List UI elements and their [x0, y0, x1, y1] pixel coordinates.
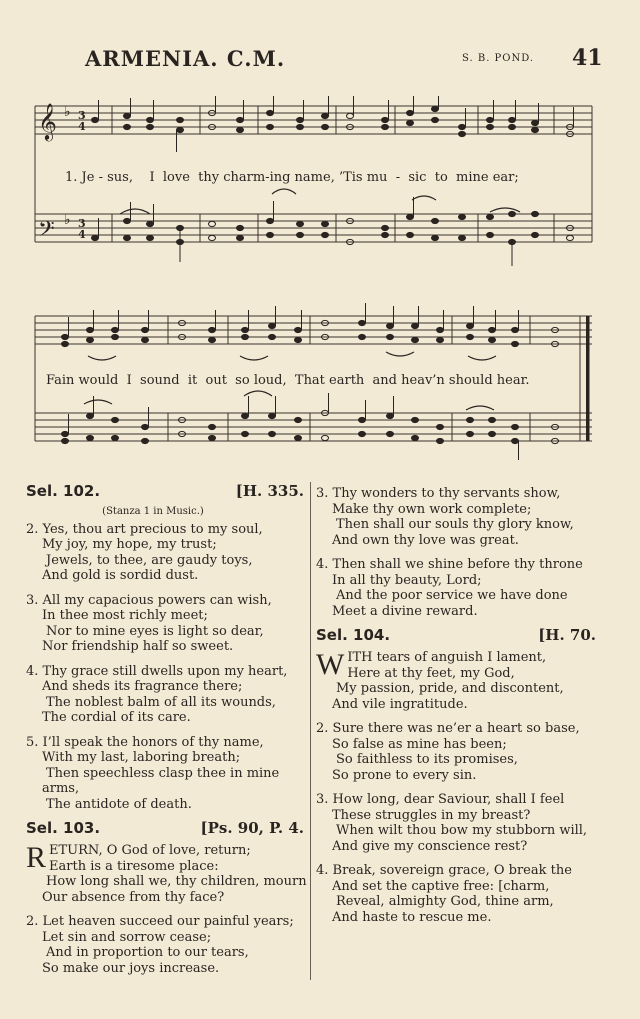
- stanza: [26, 664, 304, 726]
- verse-line: And the poor service we have done: [336, 588, 568, 603]
- svg-text:3: 3: [78, 109, 86, 122]
- verse-line: In thee most richly meet;: [42, 608, 208, 623]
- verse-line: Jewels, to thee, are gaudy toys,: [46, 552, 253, 568]
- verse-line: So false as mine has been;: [332, 736, 507, 752]
- lyrics-line-2: Fain would I sound it out so loud, That earth and heav’n should hear.: [46, 373, 530, 388]
- verse-line: Let sin and sorrow cease;: [42, 929, 212, 945]
- column-divider: [310, 482, 311, 980]
- verse-line: 3. How long, dear Saviour, shall I feel: [316, 792, 565, 807]
- verse-line: So faithless to its promises,: [336, 752, 518, 767]
- verse-line: 4. Then shall we shine before thy throne: [316, 557, 583, 572]
- sel-104-stanzas: [316, 650, 596, 925]
- left-column: [26, 482, 307, 985]
- stanza: [316, 650, 596, 712]
- verse-line: Make thy own work complete;: [332, 501, 532, 517]
- verse-line: Then shall our souls thy glory know,: [336, 517, 574, 532]
- verse-line: ETURN, O God of love, return;: [49, 843, 251, 858]
- svg-text:𝄞: 𝄞: [38, 102, 57, 140]
- verse-line: And gold is sordid dust.: [42, 568, 199, 583]
- svg-text:♭: ♭: [64, 104, 71, 120]
- verse-line: And in proportion to our tears,: [46, 945, 249, 960]
- sel-104-heading: [316, 628, 596, 650]
- svg-text:4: 4: [78, 228, 86, 241]
- drop-cap: W: [316, 648, 345, 681]
- composer-name: S. B. POND.: [462, 53, 535, 64]
- sel-102-continued-stanzas: [316, 486, 596, 619]
- verse-line: With my last, laboring breath;: [42, 750, 241, 765]
- stanza: [316, 863, 596, 925]
- svg-text:4: 4: [78, 120, 86, 133]
- svg-text:3: 3: [78, 217, 86, 230]
- verse-line: And give my conscience rest?: [332, 838, 528, 854]
- page-number: 41: [572, 45, 603, 71]
- verse-line: And haste to rescue me.: [332, 909, 492, 925]
- verse-line: 4. Break, sovereign grace, O break the: [316, 863, 572, 878]
- verse-line: My passion, pride, and discontent,: [336, 681, 564, 696]
- verse-line: 3. Thy wonders to thy servants show,: [316, 486, 561, 501]
- verse-line: And own thy love was great.: [332, 532, 519, 548]
- verse-line: My joy, my hope, my trust;: [42, 537, 217, 552]
- verse-line: Nor to mine eyes is light so dear,: [46, 623, 264, 639]
- stanza: [316, 557, 596, 619]
- verse-line: So make our joys increase.: [42, 960, 220, 976]
- stanza: [26, 914, 304, 976]
- sel-103-label: Sel. 103.: [26, 819, 101, 837]
- sel-104-label: Sel. 104.: [316, 626, 391, 644]
- verse-line: 2. Sure there was ne’er a heart so base,: [316, 721, 580, 736]
- hymn-title: ARMENIA. C.M.: [85, 46, 286, 71]
- sel-102-ref: [H. 335.: [235, 482, 304, 500]
- verse-line: Meet a divine reward.: [332, 603, 478, 619]
- verse-line: So prone to every sin.: [332, 767, 477, 783]
- verse-line: And vile ingratitude.: [332, 696, 468, 712]
- sel-103-ref: [Ps. 90, P. 4.: [200, 819, 304, 837]
- verse-line: The noblest balm of all its wounds,: [46, 694, 276, 710]
- sel-102-stanzas: [26, 522, 304, 813]
- verse-line: The antidote of death.: [46, 796, 192, 812]
- stanza: [316, 792, 596, 854]
- verse-line: 2. Yes, thou art precious to my soul,: [26, 521, 263, 537]
- stanza: [316, 721, 596, 783]
- stanza: [26, 841, 307, 905]
- verse-line: 2. Let heaven succeed our painful years;: [26, 914, 294, 929]
- verse-line: In all thy beauty, Lord;: [332, 572, 482, 588]
- verse-line: Reveal, almighty God, thine arm,: [336, 894, 554, 909]
- verse-line: Then speechless clasp thee in mine: [46, 765, 280, 781]
- verse-line: When wilt thou bow my stubborn will,: [336, 823, 588, 838]
- sel-102-label: Sel. 102.: [26, 482, 101, 500]
- svg-text:♭: ♭: [64, 212, 71, 228]
- verse-line: Here at thy feet, my God,: [347, 665, 515, 681]
- verse-line: Nor friendship half so sweet.: [42, 639, 234, 654]
- stanza: [26, 735, 304, 813]
- verse-line: How long shall we, thy children, mourn: [46, 874, 307, 889]
- sel-104-ref: [H. 70.: [538, 626, 596, 644]
- verse-line: And sheds its fragrance there;: [42, 679, 243, 694]
- svg-text:𝄢: 𝄢: [38, 217, 55, 247]
- right-column: [316, 486, 596, 934]
- verse-line: 3. All my capacious powers can wish,: [26, 592, 272, 608]
- sel-103-stanzas: [26, 841, 307, 976]
- music-system-1: [0, 96, 640, 276]
- verse-line: arms,: [42, 781, 80, 796]
- lyrics-line-1: 1. Je - sus, I love thy charm-ing name, ’Tis mu - sic to mine ear;: [65, 170, 519, 185]
- sel-103-heading: [26, 821, 304, 843]
- verse-line: These struggles in my breast?: [332, 807, 531, 823]
- verse-line: And set the captive free: [charm,: [332, 878, 550, 894]
- verse-line: The cordial of its care.: [42, 710, 191, 725]
- drop-cap: R: [26, 841, 47, 874]
- sel-102-heading: [26, 484, 304, 506]
- sel-102-note: (Stanza 1 in Music.): [102, 506, 204, 517]
- stanza: [26, 593, 304, 655]
- verse-line: ITH tears of anguish I lament,: [347, 650, 547, 665]
- stanza: [26, 522, 304, 584]
- verse-line: Our absence from thy face?: [42, 889, 225, 905]
- verse-line: Earth is a tiresome place:: [49, 858, 219, 874]
- verse-line: 4. Thy grace still dwells upon my heart,: [26, 663, 288, 679]
- verse-line: 5. I’ll speak the honors of thy name,: [26, 734, 264, 750]
- stanza: [316, 486, 596, 548]
